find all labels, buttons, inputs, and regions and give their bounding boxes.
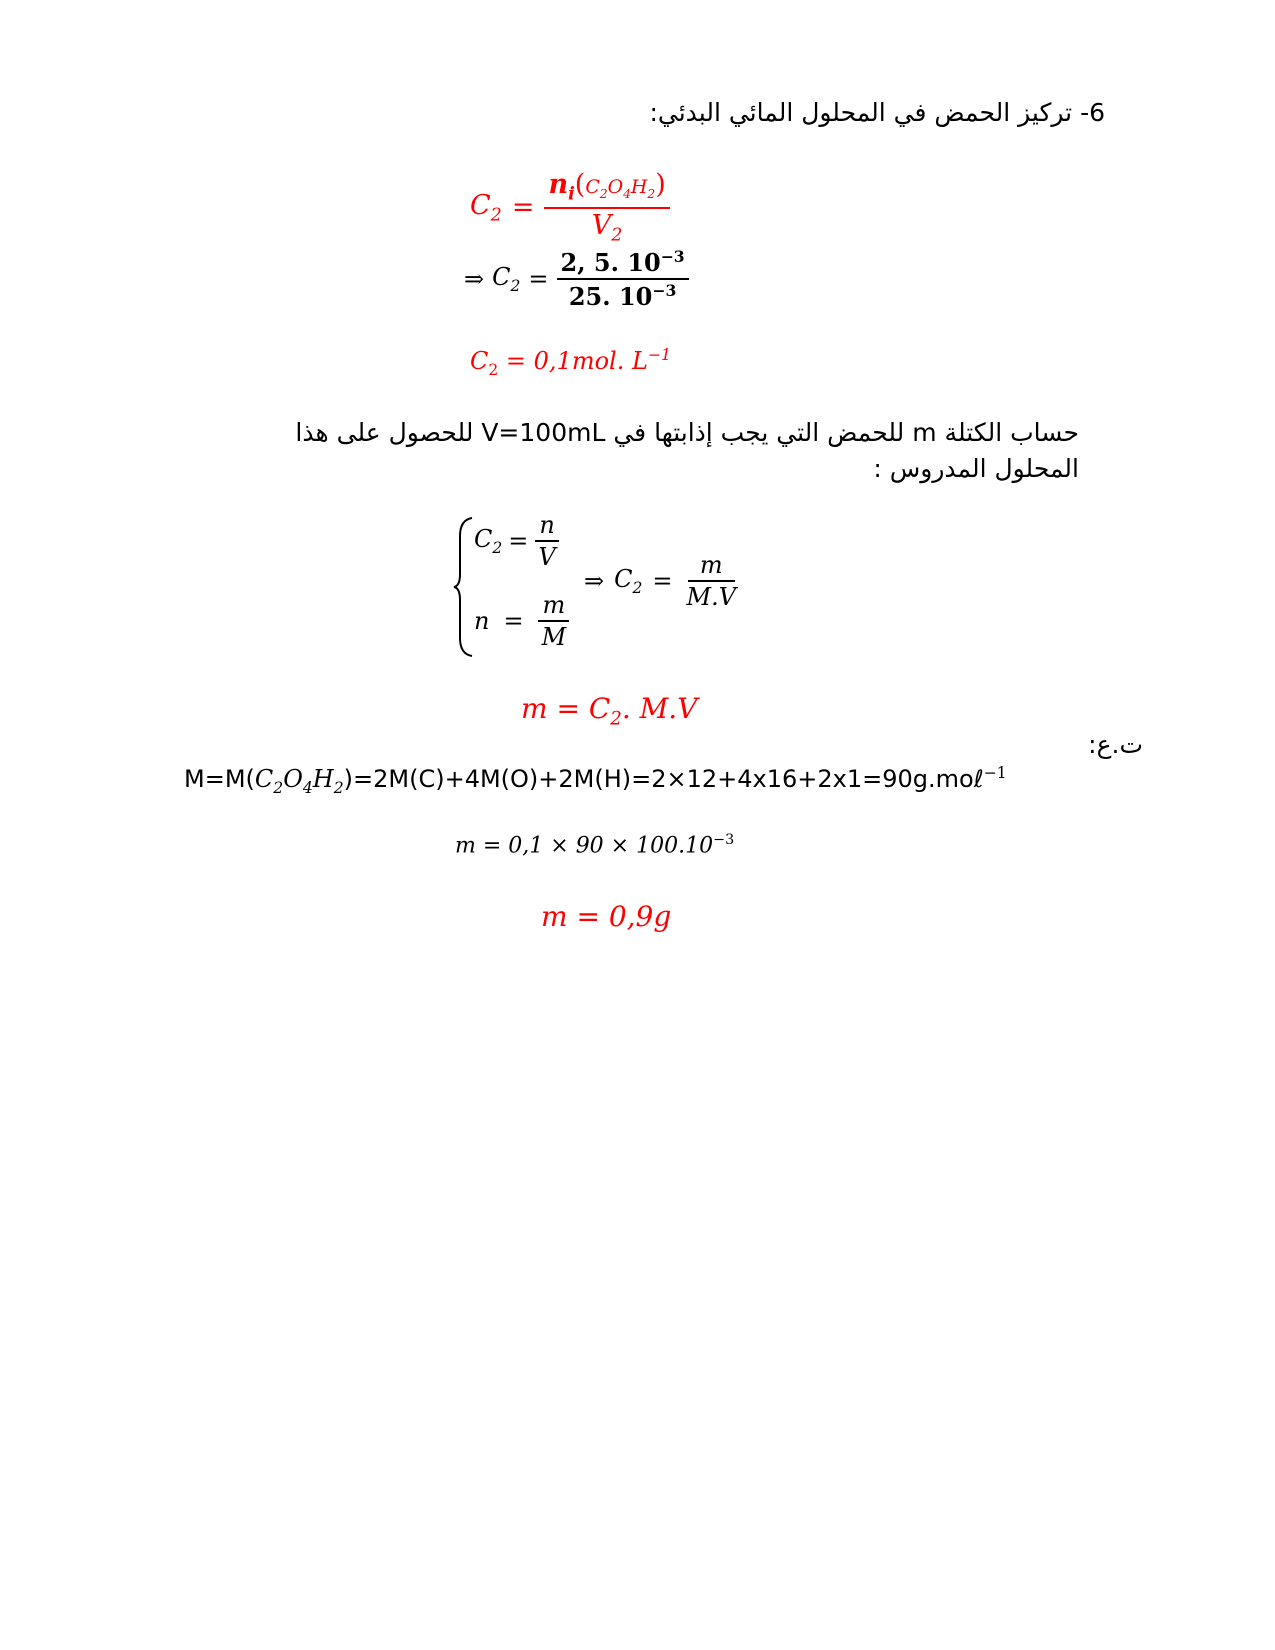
equation-concentration-substitution bbox=[464, 248, 689, 311]
equation-system bbox=[452, 512, 782, 662]
equation-concentration-result: $C_2 = 0,1mol$. $L^{-1}$ bbox=[470, 346, 671, 379]
eq2-numerator: 2, 5. $10^{-3}$ bbox=[557, 248, 689, 280]
eq1-equals: = bbox=[511, 192, 535, 224]
equation-concentration-definition bbox=[470, 170, 670, 245]
eq2-equals: = bbox=[528, 265, 549, 294]
equation-mass-result: m = 0,9g bbox=[541, 900, 672, 933]
equation-mass-formula: $m = C_2$. M.V bbox=[521, 692, 698, 730]
label-numerical-application: ت.ع: bbox=[1088, 730, 1143, 759]
eq2-lhs: $C_2$ bbox=[492, 263, 521, 296]
system-result-numerator: m bbox=[688, 552, 735, 582]
eq2-denominator: 25. $10^{-3}$ bbox=[568, 281, 677, 312]
system-result-fraction bbox=[683, 552, 741, 611]
system-row2-equals: = bbox=[503, 607, 524, 636]
system-result-equals: = bbox=[652, 567, 673, 596]
system-result bbox=[584, 552, 740, 611]
eq1-denominator: $V_2$ bbox=[591, 209, 623, 246]
eq2-fraction bbox=[557, 248, 689, 311]
system-row1-lhs: $C_2$ bbox=[474, 525, 503, 558]
system-row-1 bbox=[474, 512, 560, 571]
left-brace-icon bbox=[452, 516, 476, 658]
system-row1-numerator: n bbox=[535, 512, 558, 542]
molar-mass-calculation: $M=M(C_2O_4H_2)=2M(C)+4M(O)+2M(H)=2\times 12+4x16+2x1=90g.mo\ell^{-1}$ bbox=[184, 764, 1007, 797]
system-implies-arrow: ⇒ bbox=[584, 567, 605, 596]
paragraph-line-1: حساب الكتلة m للحمض التي يجب إذابتها في V=100mL للحصول على هذا bbox=[295, 418, 1079, 447]
system-row2-fraction bbox=[538, 592, 571, 651]
implies-arrow: ⇒ bbox=[464, 265, 485, 294]
eq1-lhs: $C_2$ bbox=[470, 189, 502, 226]
paragraph-line-2: المحلول المدروس : bbox=[873, 454, 1079, 483]
system-row2-lhs: n bbox=[474, 607, 490, 636]
system-result-lhs: $C_2$ bbox=[614, 565, 643, 598]
equation-mass-substitution: $m = 0,1 \times 90 \times 100.10^{-3}$ bbox=[455, 832, 735, 859]
system-row2-denominator: M bbox=[541, 623, 567, 652]
heading-question-6: 6- تركيز الحمض في المحلول المائي البدئي: bbox=[649, 98, 1105, 127]
system-row-2 bbox=[474, 592, 570, 651]
system-row1-fraction bbox=[534, 512, 559, 571]
eq1-numerator: $n_i(C_2O_4H_2)$ bbox=[544, 170, 669, 209]
system-row1-denominator: V bbox=[538, 543, 556, 572]
eq1-fraction bbox=[544, 170, 669, 245]
system-row1-equals: = bbox=[508, 527, 529, 556]
system-row2-numerator: m bbox=[538, 592, 569, 622]
paragraph-mass-calculation bbox=[199, 415, 1079, 487]
system-result-denominator: M.V bbox=[686, 583, 737, 612]
